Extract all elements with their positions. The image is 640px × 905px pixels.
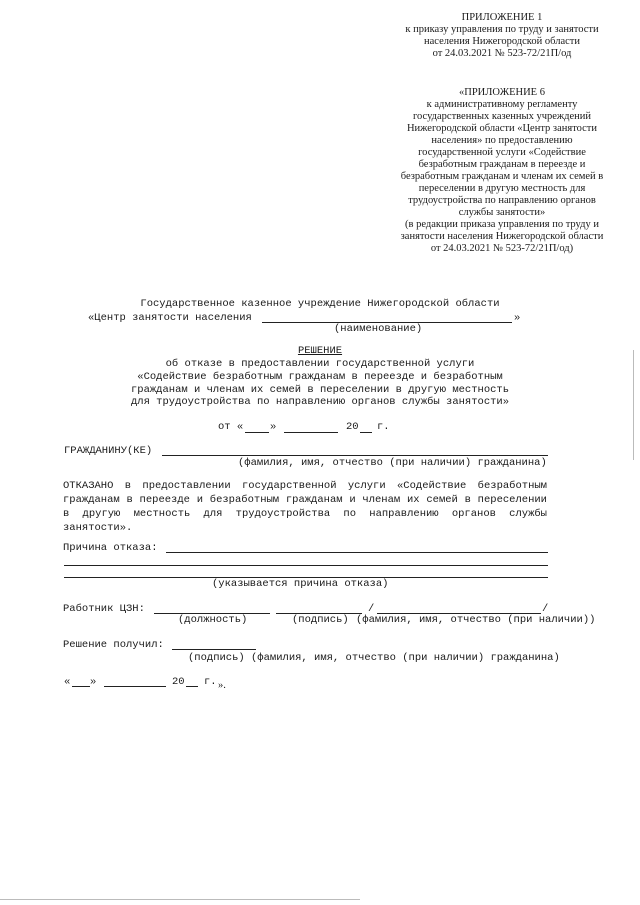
citizen-caption: (фамилия, имя, отчество (при наличии) гражданина) — [238, 457, 547, 469]
footer-date-end: ». — [218, 680, 226, 691]
footer-date-day-field[interactable] — [72, 686, 90, 687]
institution-line-1: Государственное казенное учреждение Нижегородской области — [140, 298, 500, 310]
reason-caption: (указывается причина отказа) — [212, 578, 389, 590]
appendix-6-line: трудоустройства по направлению органов — [408, 195, 596, 206]
footer-date-month-field[interactable] — [104, 686, 166, 687]
date-month-field[interactable] — [284, 432, 338, 433]
date-suffix: г. — [377, 421, 390, 433]
reason-label: Причина отказа: — [63, 542, 158, 554]
appendix-6-line: переселении в другую местность для — [418, 183, 586, 194]
received-signature-field[interactable] — [172, 649, 256, 650]
date-year-prefix: 20 — [346, 421, 359, 433]
date-quote-close: » — [270, 421, 277, 433]
appendix-1-title: ПРИЛОЖЕНИЕ 1 — [461, 12, 543, 23]
institution-line-2-prefix: «Центр занятости населения — [88, 312, 252, 324]
institution-caption: (наименование) — [334, 323, 423, 335]
appendix-1-line: от 24.03.2021 № 523-72/21П/од — [432, 48, 572, 59]
decision-line: об отказе в предоставлении государственной услуги — [165, 358, 475, 370]
institution-line-2-suffix: » — [514, 312, 521, 324]
decision-line: гражданам и членам их семей в переселении в другую местность — [130, 384, 510, 396]
decision-title: РЕШЕНИЕ — [297, 345, 343, 357]
footer-date-year-prefix: 20 — [172, 676, 185, 688]
date-day-field[interactable] — [245, 432, 269, 433]
date-from: от « — [218, 421, 244, 433]
appendix-1-header — [390, 12, 614, 60]
appendix-6-line: Нижегородской области «Центр занятости — [406, 123, 598, 134]
refusal-text: ОТКАЗАНО в предоставлении государственной услуги «Содействие безработным гражданам в переезде и безработным гражданам и членам их семей в переселении в другую местность для трудоустройства по направлению органов службы занятости». — [63, 480, 547, 534]
appendix-6-edition-line: от 24.03.2021 № 523-72/21П/од) — [430, 243, 574, 254]
received-caption: (подпись) (фамилия, имя, отчество (при наличии) гражданина) — [188, 652, 560, 664]
appendix-6-line: безработным гражданам в переезде и — [418, 159, 586, 170]
appendix-6-line: государственных казенных учреждений — [412, 111, 592, 122]
decision-line: для трудоустройства по направлению органов службы занятости» — [130, 396, 510, 408]
worker-caption-name: (фамилия, имя, отчество (при наличии)) — [356, 614, 596, 626]
reason-field-line-1[interactable] — [166, 552, 548, 553]
appendix-6-title: «ПРИЛОЖЕНИЕ 6 — [459, 87, 545, 98]
scan-artifact-line — [0, 899, 360, 900]
citizen-label: ГРАЖДАНИНУ(КЕ) — [64, 445, 153, 457]
appendix-6-edition-line: (в редакции приказа управления по труду и — [405, 219, 599, 230]
worker-slash: / — [542, 603, 549, 615]
appendix-6-line: государственной услуги «Содействие — [418, 147, 586, 158]
footer-date-open: « — [64, 676, 71, 688]
appendix-6-line: населения» по предоставлению — [431, 135, 573, 146]
received-label: Решение получил: — [63, 639, 164, 651]
reason-field-line-2[interactable] — [64, 565, 548, 566]
worker-slash: / — [368, 603, 375, 615]
footer-date-year-field[interactable] — [186, 686, 198, 687]
decision-line: «Содействие безработным гражданам в переезде и безработным — [137, 371, 503, 383]
appendix-6-edition-line: занятости населения Нижегородской области — [400, 231, 604, 242]
citizen-name-field[interactable] — [162, 455, 548, 456]
appendix-1-line: населения Нижегородской области — [424, 36, 580, 47]
appendix-6-header — [388, 87, 616, 255]
appendix-6-line: к административному регламенту — [426, 99, 578, 110]
appendix-1-line: к приказу управления по труду и занятости — [405, 24, 599, 35]
footer-date-suffix: г. — [204, 676, 217, 688]
worker-caption-signature: (подпись) — [292, 614, 349, 626]
scan-artifact-edge — [633, 350, 634, 460]
appendix-6-line: безработным гражданам и членам их семей в — [400, 171, 604, 182]
appendix-6-line: службы занятости» — [458, 207, 546, 218]
footer-date-close: » — [90, 676, 97, 688]
worker-caption-position: (должность) — [178, 614, 248, 626]
date-year-field[interactable] — [360, 432, 372, 433]
worker-label: Работник ЦЗН: — [63, 603, 145, 615]
